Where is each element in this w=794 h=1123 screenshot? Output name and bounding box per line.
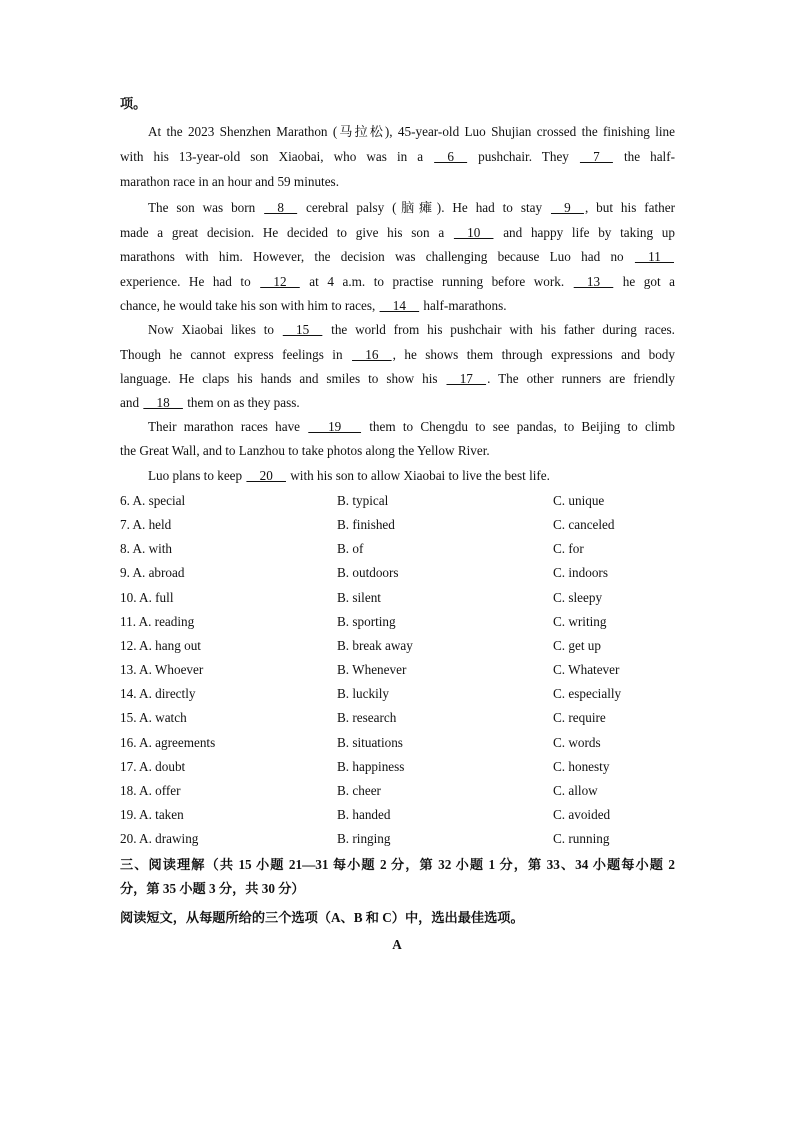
passage-text: experience. He had to: [120, 274, 260, 289]
option-a: 20. A. drawing: [120, 831, 199, 847]
passage-text: and: [120, 395, 143, 410]
option-a: 15. A. watch: [120, 710, 187, 726]
blank-number: 16: [352, 347, 392, 362]
passage-text: Though he cannot express feelings in: [120, 347, 352, 362]
blank-number: 17: [446, 371, 487, 386]
blank-number: 12: [260, 274, 300, 289]
blank-number: 14: [379, 298, 420, 313]
passage-line: [120, 442, 675, 460]
passage-text: At the 2023 Shenzhen Marathon (马拉松), 45-year-old Luo Shujian crossed the finishing line: [148, 124, 675, 139]
passage-text: , but his father: [584, 200, 675, 215]
option-c: C. allow: [553, 782, 598, 798]
passage-text: chance, he would take his son with him to races,: [120, 298, 379, 313]
option-c: C. unique: [553, 493, 605, 508]
option-a: 9. A. abroad: [120, 565, 185, 581]
passage-text: the Great Wall, and to Lanzhou to take photos along the Yellow River.: [120, 443, 490, 458]
passage-text: and happy life by taking up: [494, 225, 675, 240]
passage-text: pushchair. They: [468, 149, 579, 164]
passage-line: [120, 148, 675, 166]
blank-number: 7: [579, 149, 613, 164]
passage-text: them on as they pass.: [183, 395, 300, 410]
passage-line: [120, 297, 675, 315]
passage-text: he got a: [614, 274, 676, 289]
passage-text: marathon race in an hour and 59 minutes.: [120, 174, 339, 189]
instruction: 阅读短文，从每题所给的三个选项（A、B 和 C）中，选出最佳选项。: [120, 910, 524, 925]
passage-line: [120, 248, 675, 266]
option-b: B. finished: [337, 517, 395, 533]
option-b: B. typical: [337, 493, 389, 508]
blank-number: 10: [453, 225, 494, 240]
blank-number: 11: [634, 249, 674, 264]
section-title-line-2: 分，第 35 小题 3 分，共 30 分）: [120, 881, 305, 896]
option-a: 10. A. full: [120, 589, 174, 605]
passage-text: , he shows them through expressions and body: [392, 347, 675, 362]
option-a: 13. A. Whoever: [120, 662, 204, 678]
option-b: B. happiness: [337, 758, 405, 774]
option-a: 16. A. agreements: [120, 734, 216, 750]
passage-line: [148, 199, 675, 217]
option-c: C. especially: [553, 686, 622, 702]
passage-text: cerebral palsy (脑瘫). He had to stay: [298, 200, 550, 215]
option-b: B. Whenever: [337, 662, 407, 678]
option-c: C. writing: [553, 613, 607, 629]
option-b: B. ringing: [337, 831, 391, 847]
blank-number: 19: [308, 419, 362, 434]
heading-tail: 项。: [120, 96, 147, 111]
option-a: 18. A. offer: [120, 782, 181, 798]
part-label: A: [392, 937, 402, 952]
blank-number: 8: [264, 200, 298, 215]
option-c: C. indoors: [553, 565, 608, 581]
passage-line: [148, 467, 675, 485]
option-a: 11. A. reading: [120, 613, 195, 629]
passage-text: . The other runners are friendly: [487, 371, 675, 386]
option-c: C. for: [553, 541, 584, 557]
option-b: B. luckily: [337, 686, 390, 702]
passage-line: [120, 273, 675, 291]
option-b: B. handed: [337, 806, 391, 822]
passage-text: at 4 a.m. to practise running before work.: [300, 274, 573, 289]
passage-text: with his 13-year-old son Xiaobai, who was in a: [120, 149, 434, 164]
option-b: B. situations: [337, 734, 403, 750]
option-b: B. outdoors: [337, 565, 399, 581]
option-c: C. get up: [553, 637, 601, 653]
option-a: 6. A. special: [120, 493, 186, 508]
option-b: B. research: [337, 710, 397, 726]
passage-text: them to Chengdu to see pandas, to Beijing to climb: [362, 419, 675, 434]
option-c: C. running: [553, 831, 610, 847]
passage-text: the world from his pushchair with his father during races.: [323, 322, 675, 337]
option-c: C. Whatever: [553, 662, 620, 678]
option-c: C. avoided: [553, 806, 611, 822]
option-a: 14. A. directly: [120, 686, 196, 702]
passage-text: marathons with him. However, the decision was challenging because Luo had no: [120, 249, 634, 264]
option-b: B. break away: [337, 637, 413, 653]
option-a: 8. A. with: [120, 541, 173, 557]
option-b: B. of: [337, 541, 364, 557]
option-c: C. canceled: [553, 517, 615, 533]
blank-number: 18: [143, 395, 183, 410]
passage-line: [120, 173, 675, 191]
passage-text: half-marathons.: [420, 298, 507, 313]
passage-line: [148, 321, 675, 339]
passage-text: Now Xiaobai likes to: [148, 322, 282, 337]
passage-line: [148, 418, 675, 436]
passage-line: [120, 394, 675, 412]
passage-text: language. He claps his hands and smiles to show his: [120, 371, 446, 386]
blank-number: 9: [550, 200, 584, 215]
option-a: 17. A. doubt: [120, 758, 186, 774]
passage-line: [120, 346, 675, 364]
option-a: 7. A. held: [120, 517, 172, 533]
passage-text: The son was born: [148, 200, 264, 215]
section-title-line-1: 三、阅读理解（共 15 小题 21—31 每小题 2 分，第 32 小题 1 分，第 33、34 小题每小题 2: [120, 857, 675, 872]
option-a: 12. A. hang out: [120, 637, 201, 653]
option-a: 19. A. taken: [120, 806, 184, 822]
passage-line: [148, 123, 675, 141]
passage-line: [120, 224, 675, 242]
passage-text: Their marathon races have: [148, 419, 308, 434]
option-c: C. sleepy: [553, 589, 603, 605]
option-c: C. honesty: [553, 758, 610, 774]
blank-number: 15: [282, 322, 323, 337]
blank-number: 6: [434, 149, 468, 164]
option-b: B. sporting: [337, 613, 396, 629]
passage-text: made a great decision. He decided to give his son a: [120, 225, 453, 240]
blank-number: 13: [573, 274, 614, 289]
option-b: B. silent: [337, 589, 381, 605]
passage-text: with his son to allow Xiaobai to live the best life.: [286, 468, 550, 483]
passage-text: the half-: [613, 149, 675, 164]
option-b: B. cheer: [337, 782, 381, 798]
option-c: C. require: [553, 710, 606, 726]
passage-text: Luo plans to keep: [148, 468, 246, 483]
option-c: C. words: [553, 734, 601, 750]
blank-number: 20: [246, 468, 286, 483]
passage-line: [120, 370, 675, 388]
